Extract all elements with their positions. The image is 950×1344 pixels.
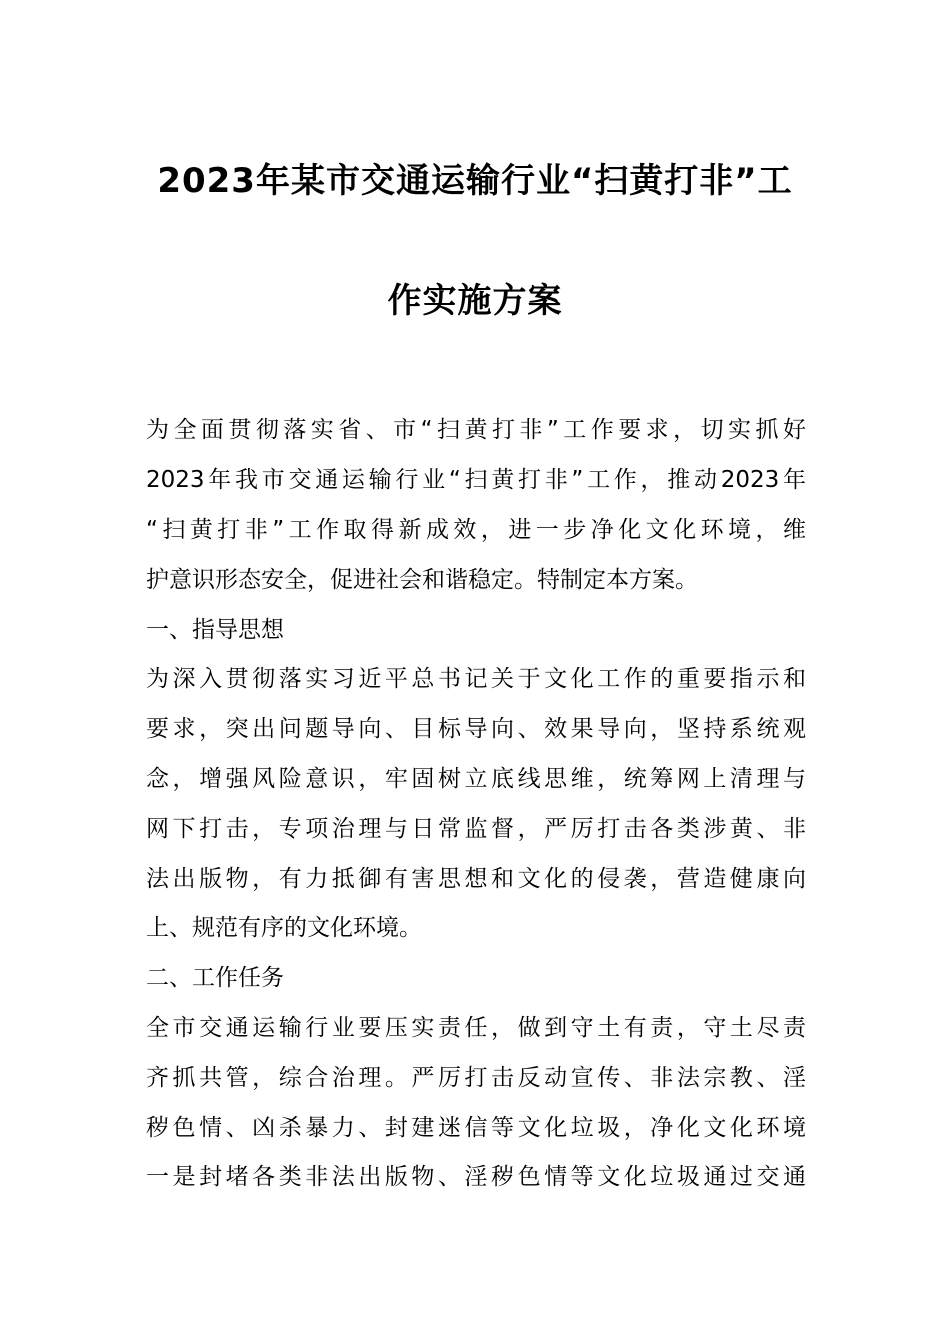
paragraph-line: 全市交通运输行业要压实责任，做到守土有责，守土尽责 — [146, 1015, 806, 1041]
document-title-line-1: 2023年某市交通运输行业“扫黄打非”工 — [157, 161, 793, 201]
paragraph-line: 网下打击，专项治理与日常监督，严厉打击各类涉黄、非 — [146, 816, 806, 842]
paragraph-line: 念，增强风险意识，牢固树立底线思维，统筹网上清理与 — [146, 766, 806, 792]
paragraph-line: 秽色情、凶杀暴力、封建迷信等文化垃圾，净化文化环境 — [146, 1115, 806, 1141]
paragraph-line: 法出版物，有力抵御有害思想和文化的侵袭，营造健康向 — [146, 866, 806, 892]
section-heading: 一、指导思想 — [146, 617, 284, 643]
section-heading: 二、工作任务 — [146, 965, 284, 991]
paragraph-line: 为深入贯彻落实习近平总书记关于文化工作的重要指示和 — [146, 666, 806, 692]
paragraph-line: 2023年我市交通运输行业“扫黄打非”工作，推动2023年 — [146, 467, 806, 493]
paragraph-line: 要求，突出问题导向、目标导向、效果导向，坚持系统观 — [146, 716, 806, 742]
paragraph-line: 为全面贯彻落实省、市“扫黄打非”工作要求，切实抓好 — [146, 417, 806, 443]
paragraph-line: 齐抓共管，综合治理。严厉打击反动宣传、非法宗教、淫 — [146, 1065, 806, 1091]
paragraph-line: 护意识形态安全，促进社会和谐稳定。特制定本方案。 — [146, 567, 698, 593]
paragraph-line: 一是封堵各类非法出版物、淫秽色情等文化垃圾通过交通 — [146, 1164, 806, 1190]
document-title-line-2: 作实施方案 — [387, 281, 563, 321]
paragraph-line: “扫黄打非”工作取得新成效，进一步净化文化环境，维 — [146, 517, 806, 543]
paragraph-line: 上、规范有序的文化环境。 — [146, 915, 422, 941]
